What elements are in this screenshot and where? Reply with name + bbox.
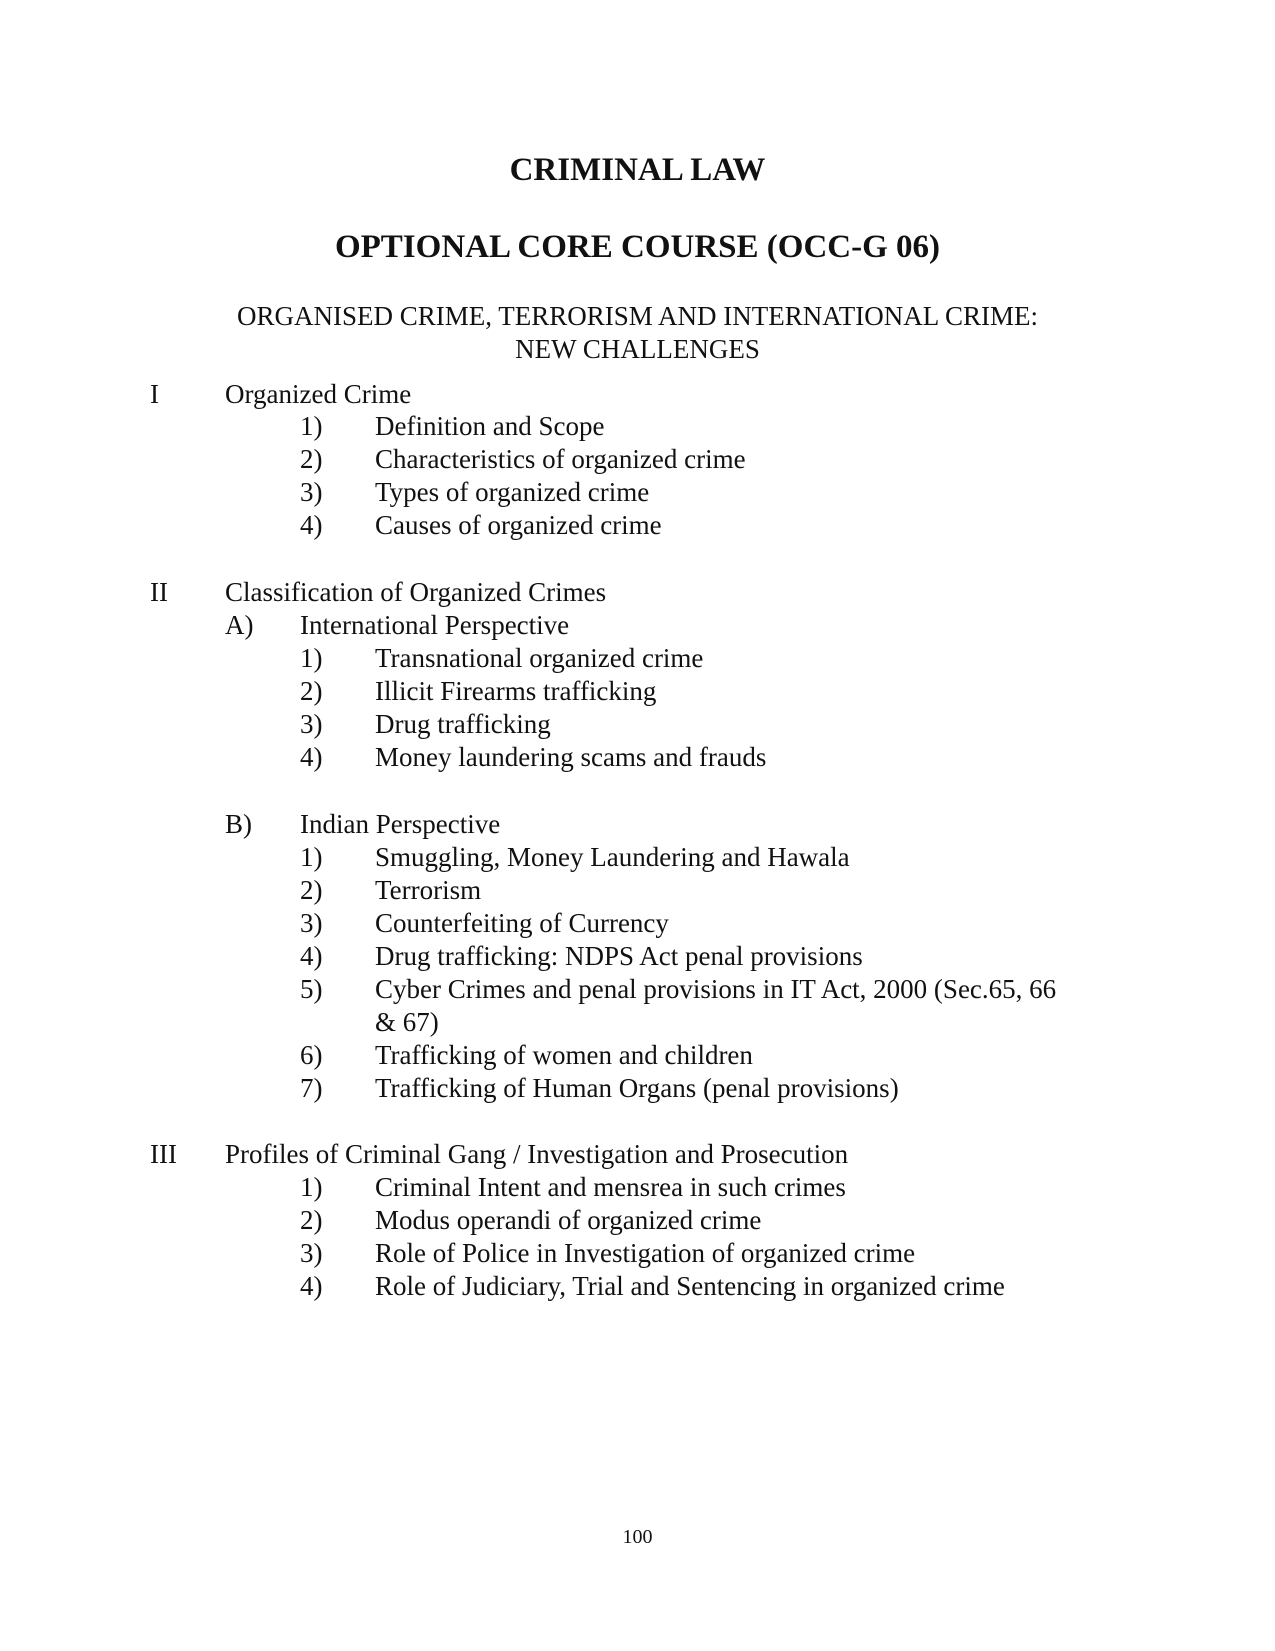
item-text: Causes of organized crime — [375, 510, 662, 540]
item-text: Characteristics of organized crime — [375, 444, 746, 474]
section-heading: International Perspective — [300, 610, 570, 640]
item-number: 2) — [300, 676, 323, 706]
item-number: 1) — [300, 842, 323, 872]
unit-numeral: III — [150, 1139, 177, 1169]
item-text: Transnational organized crime — [375, 643, 704, 673]
item-number: 1) — [300, 411, 323, 441]
item-number: 4) — [300, 510, 323, 540]
item-text: Illicit Firearms trafficking — [375, 676, 657, 706]
item-text: Cyber Crimes and penal provisions in IT Act, 2000 (Sec.65, 66 — [375, 974, 1057, 1004]
item-text: Role of Police in Investigation of organized crime — [375, 1238, 916, 1268]
item-text: Criminal Intent and mensrea in such crimes — [375, 1172, 846, 1202]
item-number: 1) — [300, 1172, 323, 1202]
unit-heading: Classification of Organized Crimes — [225, 577, 607, 607]
item-text: Drug trafficking: NDPS Act penal provisions — [375, 941, 863, 971]
item-text-continuation: & 67) — [375, 1007, 439, 1037]
item-number: 6) — [300, 1040, 323, 1070]
item-number: 3) — [300, 477, 323, 507]
item-text: Types of organized crime — [375, 477, 650, 507]
item-text: Trafficking of Human Organs (penal provisions) — [375, 1073, 899, 1103]
item-text: Money laundering scams and frauds — [375, 742, 767, 772]
course-title: OPTIONAL CORE COURSE (OCC-G 06) — [334, 229, 941, 265]
item-number: 3) — [300, 908, 323, 938]
course-subtitle-line-1: ORGANISED CRIME, TERRORISM AND INTERNATIONAL CRIME: — [236, 301, 1039, 331]
item-number: 4) — [300, 1271, 323, 1301]
item-number: 3) — [300, 709, 323, 739]
item-text: Role of Judiciary, Trial and Sentencing in organized crime — [375, 1271, 1005, 1301]
item-number: 4) — [300, 941, 323, 971]
item-text: Counterfeiting of Currency — [375, 908, 669, 938]
item-text: Definition and Scope — [375, 411, 605, 441]
item-number: 7) — [300, 1073, 323, 1103]
unit-numeral: I — [150, 379, 159, 409]
item-number: 2) — [300, 875, 323, 905]
item-number: 5) — [300, 974, 323, 1004]
item-text: Modus operandi of organized crime — [375, 1205, 762, 1235]
section-label: B) — [225, 809, 252, 839]
item-text: Trafficking of women and children — [375, 1040, 753, 1070]
document-title: CRIMINAL LAW — [509, 152, 766, 188]
course-subtitle-line-2: NEW CHALLENGES — [515, 334, 760, 364]
section-label: A) — [225, 610, 254, 640]
unit-heading: Organized Crime — [225, 379, 412, 409]
page-number: 100 — [622, 1526, 653, 1548]
section-heading: Indian Perspective — [300, 809, 501, 839]
item-text: Smuggling, Money Laundering and Hawala — [375, 842, 850, 872]
item-text: Drug trafficking — [375, 709, 551, 739]
unit-numeral: II — [150, 577, 168, 607]
item-number: 2) — [300, 444, 323, 474]
item-number: 4) — [300, 742, 323, 772]
item-number: 1) — [300, 643, 323, 673]
item-number: 2) — [300, 1205, 323, 1235]
unit-heading: Profiles of Criminal Gang / Investigation and Prosecution — [225, 1139, 849, 1169]
item-text: Terrorism — [375, 875, 482, 905]
item-number: 3) — [300, 1238, 323, 1268]
